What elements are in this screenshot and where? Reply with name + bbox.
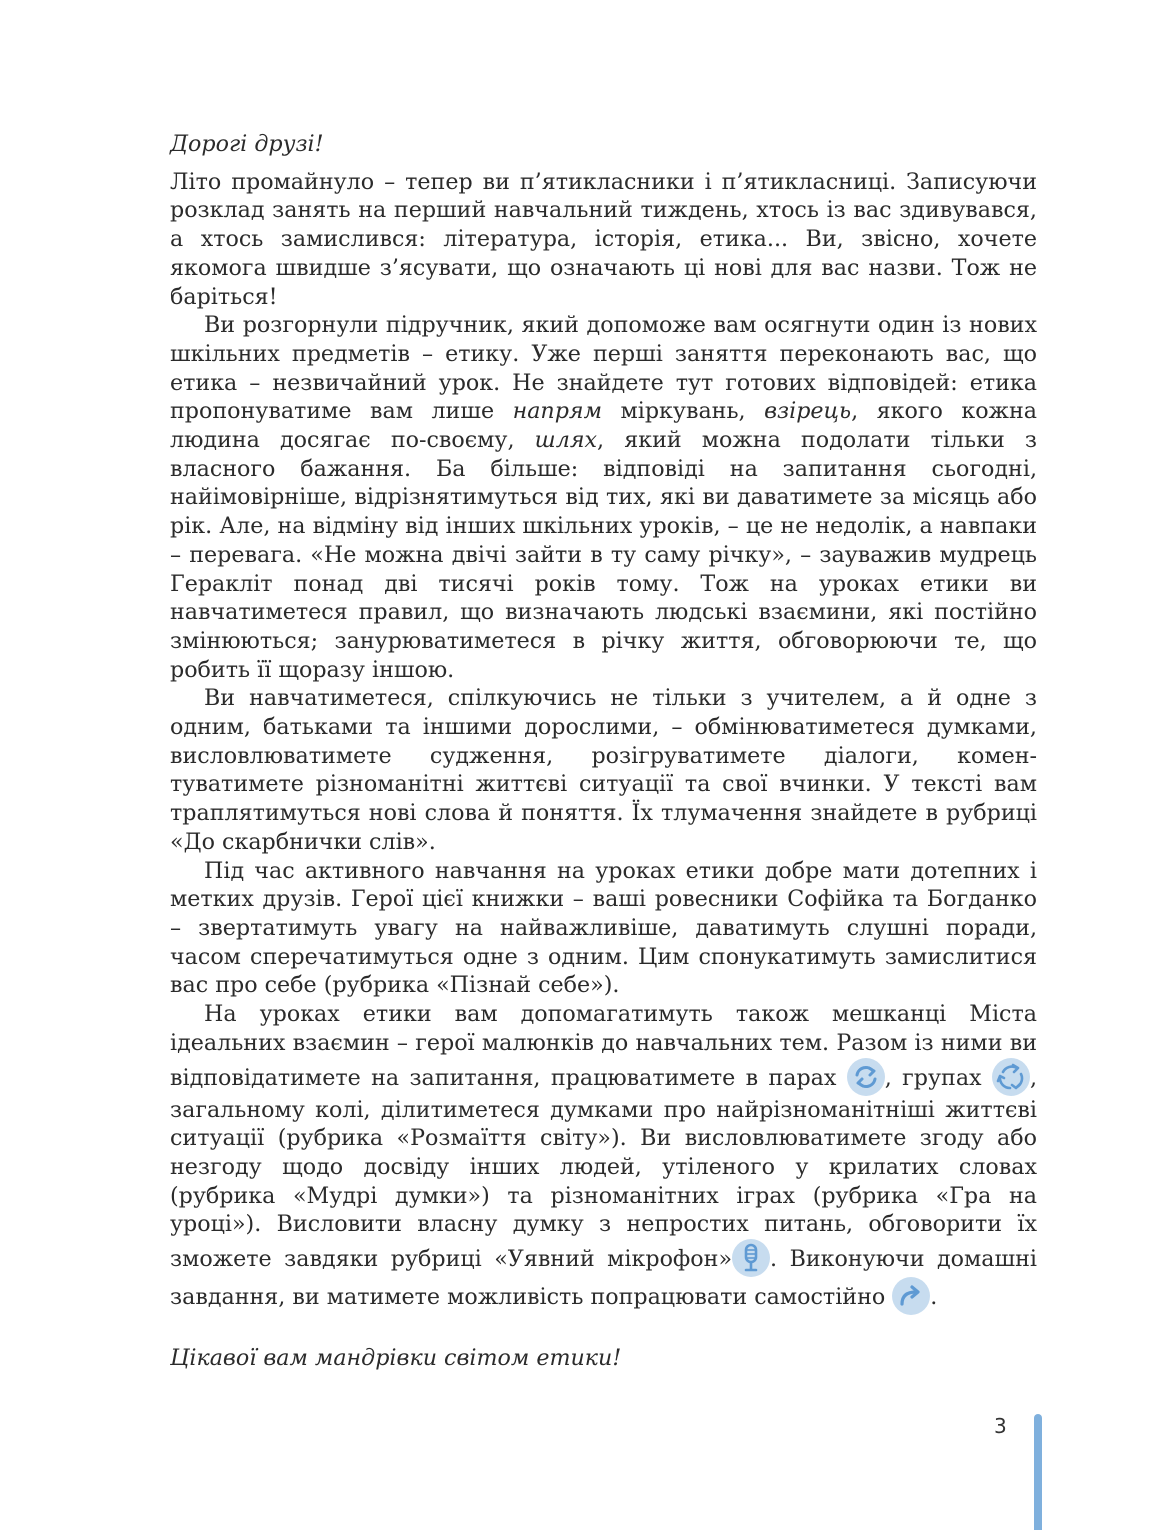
paragraph-5-text-e: . — [930, 1284, 938, 1311]
emphasis-direction: напрям — [512, 398, 602, 425]
group-work-icon — [992, 1058, 1030, 1096]
paragraph-2-text-c: , якого кожна людина досягає по-своєму, — [170, 398, 1037, 454]
closing-wish: Цікавої вам мандрівки світом етики! — [170, 1345, 622, 1372]
page-content — [170, 130, 1037, 1373]
page-side-bar — [1034, 1414, 1042, 1530]
paragraph-3: Ви навчатиметеся, спілкуючись не тільки з учителем, а й одне з одним, батьками та іншими дорослими, – обмінюватиметеся думками, висловлюватимете судження, розігруватимете діалоги, коментуватимете різноманітні життєві ситуації та свої вчинки. У тексті вам траплятимуться нові слова й поняття. Їх тлумачення знайдете в рубриці «До скарбнички слів». — [170, 685, 1037, 855]
emphasis-path: шлях — [534, 427, 598, 454]
paragraph-2-text-a: Ви розгорнули підручник, який допоможе вам осягнути один із нових шкільних предметів – етику. Уже перші заняття переконають вас, що етика – незвичайний урок. Не знайдете тут готових відповідей: етика пропонуватиме вам лише — [170, 312, 1037, 425]
paragraph-4: Під час активного навчання на уроках етики добре мати дотепних і метких друзів. Герої цієї книжки – ваші ровесники Софійка та Богданко – звертатимуть увагу на найважливіше, даватимуть слушні поради, часом сперечатимуться одне з одним. Цим спонукатимуть замислитися вас про себе (рубрика «Пізнай себе»). — [170, 857, 1037, 999]
paragraph-5-text-a: На уроках етики вам допомагатимуть також мешканці Міста ідеальних взаємин – герої малюнків до навчальних тем. Разом із ними ви відповідатимете на запитання, працюватимете в парах — [170, 1001, 1037, 1091]
paragraph-5-text-b: , групах — [884, 1064, 992, 1091]
emphasis-example: взірець — [764, 398, 852, 425]
paragraph-5-text-d: . Виконуючи домашні завдання, ви матимете можливість попрацювати самостійно — [170, 1246, 1037, 1311]
paragraph-5 — [170, 1000, 1037, 1315]
paragraph-2-text-d: , який можна подолати тільки з власного бажання. Ба більше: відповіді на запитання сьогодні, найімовірніше, відрізнятимуться від тих, які ви даватимете за місяць або рік. Але, на відміну від інших шкільних уроків, – це не недолік, а навпаки – перевага. «Не можна двічі зайти в ту саму річку», – зауважив мудрець Геракліт понад дві тисячі років тому. Тож на уроках етики ви навчатиметеся правил, що визначають людські взаємини, які постійно змінюються; занурюватиметеся в річку життя, обговорюючи те, що робить її щоразу іншою. — [170, 427, 1038, 683]
page-number: 3 — [994, 1414, 1007, 1438]
independent-work-icon — [892, 1277, 930, 1315]
microphone-icon — [732, 1239, 770, 1277]
paragraph-2 — [170, 311, 1037, 684]
paragraph-1: Літо промайнуло – тепер ви п’ятикласники і п’ятикласниці. Записуючи розклад занять на перший навчальний тиждень, хтось із вас здивувався, а хтось замислився: література, історія, етика... Ви, звісно, хочете якомога швидше з’ясувати, що означають ці нові для вас назви. Тож не баріться! — [170, 168, 1037, 310]
paragraph-5-text-c: , загальному колі, ділитиметеся думками про найрізноманітніші життєві ситуації (рубрика «Розмаїття світу»). Ви висловлюватимете згоду або незгоду щодо досвіду інших людей, утіленого у крилатих словах (рубрика «Мудрі думки») та різноманітних іграх (рубрика «Гра на уроці»). Висловити власну думку з непростих питань, обговорити їх зможете завдяки рубриці «Уявний мікрофон» — [170, 1064, 1037, 1273]
paragraph-2-text-b: міркувань, — [602, 398, 765, 425]
pair-work-icon — [847, 1058, 885, 1096]
greeting: Дорогі друзі! — [170, 131, 324, 157]
